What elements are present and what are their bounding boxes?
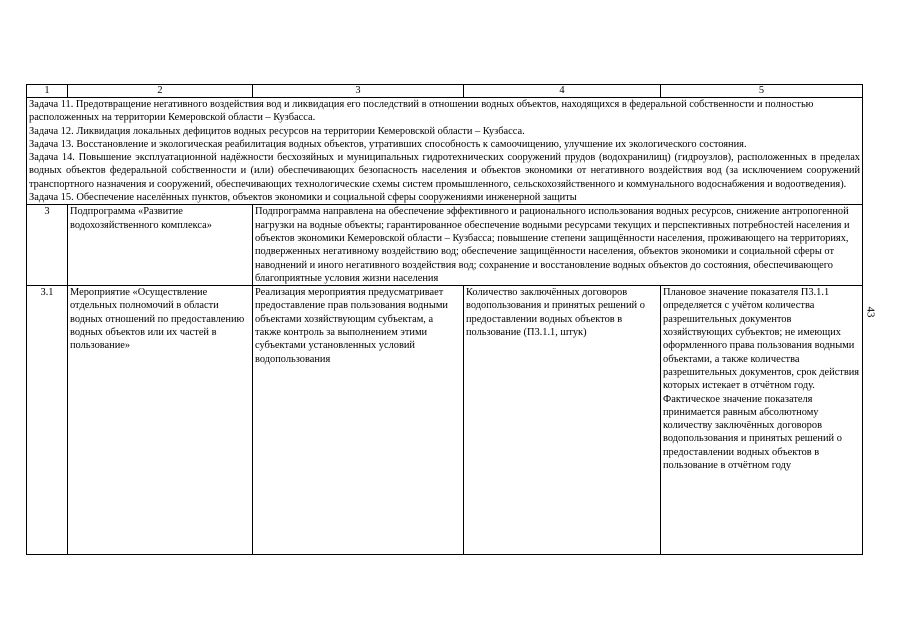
measure-description: Реализация мероприятия предусматривает предоставление прав пользования водными объектами хозяйствующим субъектам, а также контроль за выполнением этими субъектами установленных условий водопользования	[253, 286, 464, 555]
task-13: Задача 13. Восстановление и экологическая реабилитация водных объектов, утративших способность к самоочищению, улучшение их экологического состояния.	[29, 138, 747, 150]
column-number: 2	[68, 85, 253, 98]
column-number: 1	[27, 85, 68, 98]
indicator-method: Плановое значение показателя П3.1.1 определяется с учётом количества разрешительных документов хозяйствующих субъектов; не имеющих оформленного права пользования водными объектами, а также количества разрешительных документов, срок действия которых истекает в отчётном году. Фактическое значение показателя принимается равным абсолютному количеству заключённых договоров водопользования и принятых решений о предоставлении водных объектов в пользование в отчётном году	[661, 286, 863, 555]
column-number: 4	[464, 85, 661, 98]
document-page	[26, 84, 862, 555]
row-number: 3	[27, 205, 68, 286]
page-number: 43	[864, 306, 877, 318]
column-number: 3	[253, 85, 464, 98]
task-12: Задача 12. Ликвидация локальных дефицитов водных ресурсов на территории Кемеровской области – Кузбасса.	[29, 125, 525, 137]
tasks-row	[27, 98, 863, 205]
task-14: Задача 14. Повышение эксплуатационной надёжности бесхозяйных и муниципальных гидротехнических сооружений прудов (водохранилищ) (гидроузлов), расположенных в пределах водных объектов федеральной собственности и (или) обеспечивающих безопасность населения и объектов экономики от негативного воздействия вод (за исключением сооружений транспортного назначения и сооружений, обеспечивающих технологические схемы систем промышленного, сельскохозяйственного и коммунального водоснабжения и водоотведения).	[29, 152, 860, 190]
subprogram-name: Подпрограмма «Развитие водохозяйственного комплекса»	[68, 205, 253, 286]
subprogram-description: Подпрограмма направлена на обеспечение эффективного и рационального использования водных ресурсов, снижение антропогенной нагрузки на водные объекты; гарантированное обеспечение водными ресурсами текущих и перспективных потребностей населения и объектов экономики Кемеровской области – Кузбасса; повышение степени защищённости населения, проживающего на территориях, подверженных негативному воздействию вод; обеспечение защищённости населения, объектов экономики и социальной сферы от наводнений и иного негативного воздействия вод; сохранение и восстановление водных объектов до состояния, обеспечивающего благоприятные условия жизни населения	[253, 205, 863, 286]
column-number: 5	[661, 85, 863, 98]
tasks-cell	[27, 98, 863, 205]
task-15: Задача 15. Обеспечение населённых пунктов, объектов экономики и социальной сферы сооружениями инженерной защиты	[29, 192, 577, 204]
table-row	[27, 205, 863, 286]
row-number: 3.1	[27, 286, 68, 555]
program-table	[26, 84, 863, 555]
column-number-row	[27, 85, 863, 98]
measure-name: Мероприятие «Осуществление отдельных полномочий в области водных отношений по предоставлению водных объектов или их частей в пользование»	[68, 286, 253, 555]
table-row	[27, 286, 863, 555]
indicator-name: Количество заключённых договоров водопользования и принятых решений о предоставлении водных объектов в пользование (П3.1.1, штук)	[464, 286, 661, 555]
task-11: Задача 11. Предотвращение негативного воздействия вод и ликвидация его последствий в отношении водных объектов, находящихся в федеральной собственности и полностью расположенных на территории Кемеровской области – Кузбасса.	[29, 99, 814, 124]
